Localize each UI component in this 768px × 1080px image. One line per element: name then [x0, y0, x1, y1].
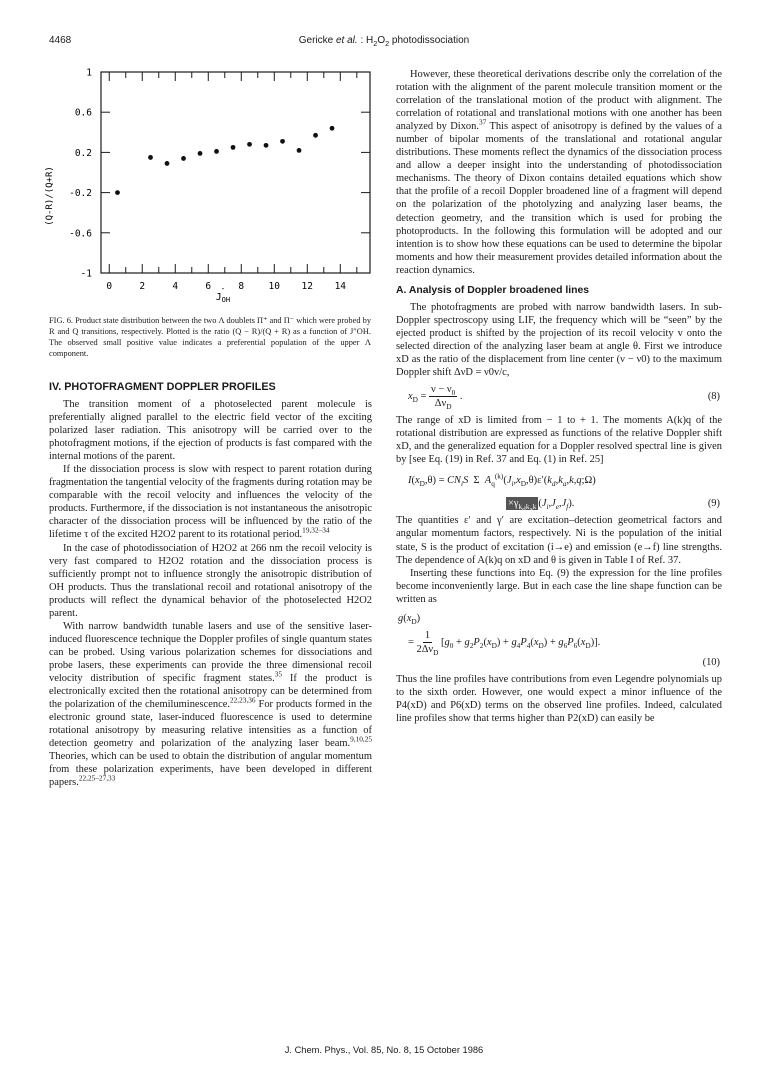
- paragraph: The range of xD is limited from − 1 to + 1. The moments A(k)q of the rotational distribution are expressed as functions of the relative Doppler shift xD, and the generalized equation for a Doppler resolved spectral line is given by [see Eq. (19) in Ref. 37 and Eq. (1) in Ref. 25]: [396, 415, 722, 466]
- data-point: [115, 190, 120, 195]
- y-tick-label: -0.6: [69, 228, 92, 240]
- x-axis-ticks: [106, 72, 356, 292]
- data-point: [247, 142, 252, 147]
- equation-number: (8): [707, 391, 720, 403]
- data-point: [165, 161, 170, 166]
- x-tick-label: 2: [139, 281, 146, 292]
- data-point: [313, 133, 318, 138]
- footer-citation: J. Chem. Phys., Vol. 85, No. 8, 15 October 1986: [284, 1045, 484, 1055]
- paragraph: However, these theoretical derivations describe only the correlation of the rotation with the alignment of the parent molecule transition moment or the correlation of the translational motion of the product with alignment. The correlation of rotational and translational motions with one another has been analyzed by Dixon.$^{37}$ This aspect of anisotropy is defined by the values of a number of bipolar moments of the translational and rotational angular distributions. These moments reflect the dynamics of the dissociation process and allow a deeper insight into the understanding of photodissociation mechanisms. The theory of Dixon contains detailed equations which show that the profile of a recoil Doppler broadened line of a fragment will depend on the polarization of the photolyzing and analyzing laser beams, the detection geometry, and the transition which is used for probing the photoproducts. In the following this formulation will be adopted and our intention is to show how these equations can be used to determine the bipolar moments and how their measurement provides detailed information about the reaction dynamics.: [396, 69, 722, 276]
- x-tick-label: 6: [205, 281, 212, 292]
- y-tick-label: 0.2: [74, 147, 92, 159]
- data-points: [115, 126, 334, 195]
- paragraph: If the dissociation process is slow with respect to parent rotation during fragmentation the tangential velocity of the fragments during rotation may be comparable with the recoil velocity and influences the velocity of the products. Furthermore, if the dissociation is not instantaneous the anisotropic character of the dissociation process will be influenced by the ratio of the lifetime τ of the excited H2O2 parent to its rotational period.$^{19,32-34}$: [49, 464, 372, 541]
- data-point: [264, 143, 269, 148]
- y-tick-label: -1: [80, 268, 92, 280]
- paragraph: In the case of photodissociation of H2O2 at 266 nm the recoil velocity is very fast compared to H2O2 rotation and the dissociation process is sufficiently prompt not to influence strongly the anisotropic distribution of OH products. Thus the translational recoil and rotational anisotropy of the products will reflect the dynamical behavior of the photoselected H2O2 parent.: [49, 542, 372, 619]
- plot-frame: [101, 72, 370, 273]
- paragraph: Thus the line profiles have contributions from even Legendre polynomials up to the sixth order. However, one would expect a minor influence of the P4(xD) and P6(xD) terms on the observed line profiles. Indeed, calculated line profiles show that terms higher than P2(xD) can easily be: [396, 673, 722, 725]
- equation-9: $I(x_D,\theta) = CN_iS$ Σ $A_q^{(k)}(J_i,x_D,\theta)\varepsilon'(k_d,k_a,k,q;\Omega)$ $\times\gamma_{k_dk_ak}$ $(J_i,J_e,J_f)$. (9): [408, 471, 720, 514]
- page-number: 4468: [49, 35, 72, 46]
- paragraph: The photofragments are probed with narrow bandwidth lasers. In sub-Doppler spectroscopy using LIF, the frequency which will be “seen” by the ejected product is shifted by the projection of its recoil velocity v onto the selected direction of the analyzing laser beam at angle θ. First we introduce xD as the ratio of the displacement from line center (ν − ν0) to the maximum Doppler shift ΔνD = ν0v/c,: [396, 301, 722, 378]
- equation-number: (9): [707, 498, 720, 510]
- x-tick-label: 4: [172, 281, 179, 292]
- y-tick-label: -0.2: [69, 188, 92, 200]
- paragraph: With narrow bandwidth tunable lasers and use of the sensitive laser-induced fluorescence technique the Doppler profiles of single quantum states can be probed. Using various polarization schemes for dissociations and probe lasers, these experiments can provide the three dimensional recoil velocity distribution of specific fragment states.$^{35}$ If the product is electronically excited then the rotational anisotropy can be determined from the polarization of the chemiluminescence.$^{22,23,36}$ For products formed in the electronic ground state, laser-induced fluorescence is used to determine rotational anisotropy by measuring relative intensities as a function of detection geometry and polarization of the analyzing laser beam.$^{9,10,25}$ Theories, which can be used to obtain the distribution of angular momentum from these polarization experiments, have been developed in different papers.$^{22,25-27,33}$: [49, 620, 372, 789]
- data-point: [330, 126, 335, 131]
- running-title: Gericke et al. : $H_2O_2$ photodissociation: [298, 35, 470, 48]
- paragraph: The transition moment of a photoselected parent molecule is preferentially aligned parallel to the electric field vector of the exciting polarized laser radiation. This anisotropy will be carried over to the photofragment motions, if the ejection of products is fast compared with the internal motions of the parent.: [49, 399, 372, 463]
- y-tick-label: 0.6: [74, 107, 92, 119]
- paragraph: The quantities ε′ and γ′ are excitation–detection geometrical factors and angular momentum factors, respectively. Ni is the population of the initial state, S is the product of excitation (i→e) and emission (e→f) line strengths. The dependence of A(k)q on xD and θ is given in Table I of Ref. 37.: [396, 515, 722, 566]
- x-tick-label: 10: [268, 281, 281, 292]
- subsection-title: A. Analysis of Doppler broadened lines: [396, 284, 590, 296]
- data-point: [181, 156, 186, 161]
- x-tick-label: 14: [334, 281, 347, 292]
- y-axis-ticks: [69, 68, 370, 280]
- x-tick-label: 12: [301, 281, 314, 292]
- left-column: [49, 381, 372, 789]
- data-point: [214, 149, 219, 154]
- data-point: [231, 145, 236, 150]
- y-axis-label: (Q-R)/(Q+R): [45, 166, 55, 226]
- y-tick-label: 1: [86, 67, 92, 79]
- data-point: [280, 139, 285, 144]
- equation-number: (10): [702, 656, 720, 668]
- data-point: [297, 148, 302, 153]
- x-axis-label: $J_{OH}''$: [215, 287, 231, 304]
- caption-text: Product state distribution between the two Λ doublets Π⁺ and Π⁻ which were probed by R and Q transitions, respectively. Plotted is the ratio (Q − R)/(Q + R) as a function of J″OH. The observed small positive value indicates a preferential population of the upper Λ component.: [49, 316, 372, 358]
- data-point: [198, 151, 203, 156]
- right-column: [396, 68, 722, 725]
- equation-10: $g(x_D)$ = $\frac{1}{2\Delta\nu_D}$ $[g_0 + g_2P_2(x_D) + g_4P_4(x_D) + g_6P_6(x_D)]$. (10): [398, 612, 720, 668]
- caption-label: FIG. 6.: [49, 316, 73, 325]
- x-tick-label: 0: [106, 281, 113, 292]
- section-title: IV. PHOTOFRAGMENT DOPPLER PROFILES: [49, 381, 276, 393]
- chart-axes: [101, 72, 370, 273]
- figure-caption: [49, 316, 371, 360]
- data-point: [148, 155, 153, 160]
- equation-8: $x_D$ = $\frac{\nu - \nu_0}{\Delta\nu_D}$ . (8): [408, 384, 720, 412]
- x-tick-label: 8: [238, 281, 245, 292]
- figure-6-chart: [40, 58, 372, 304]
- paragraph: Inserting these functions into Eq. (9) the expression for the line profiles become inconveniently large. But in each case the line shape function can be written as: [396, 567, 722, 605]
